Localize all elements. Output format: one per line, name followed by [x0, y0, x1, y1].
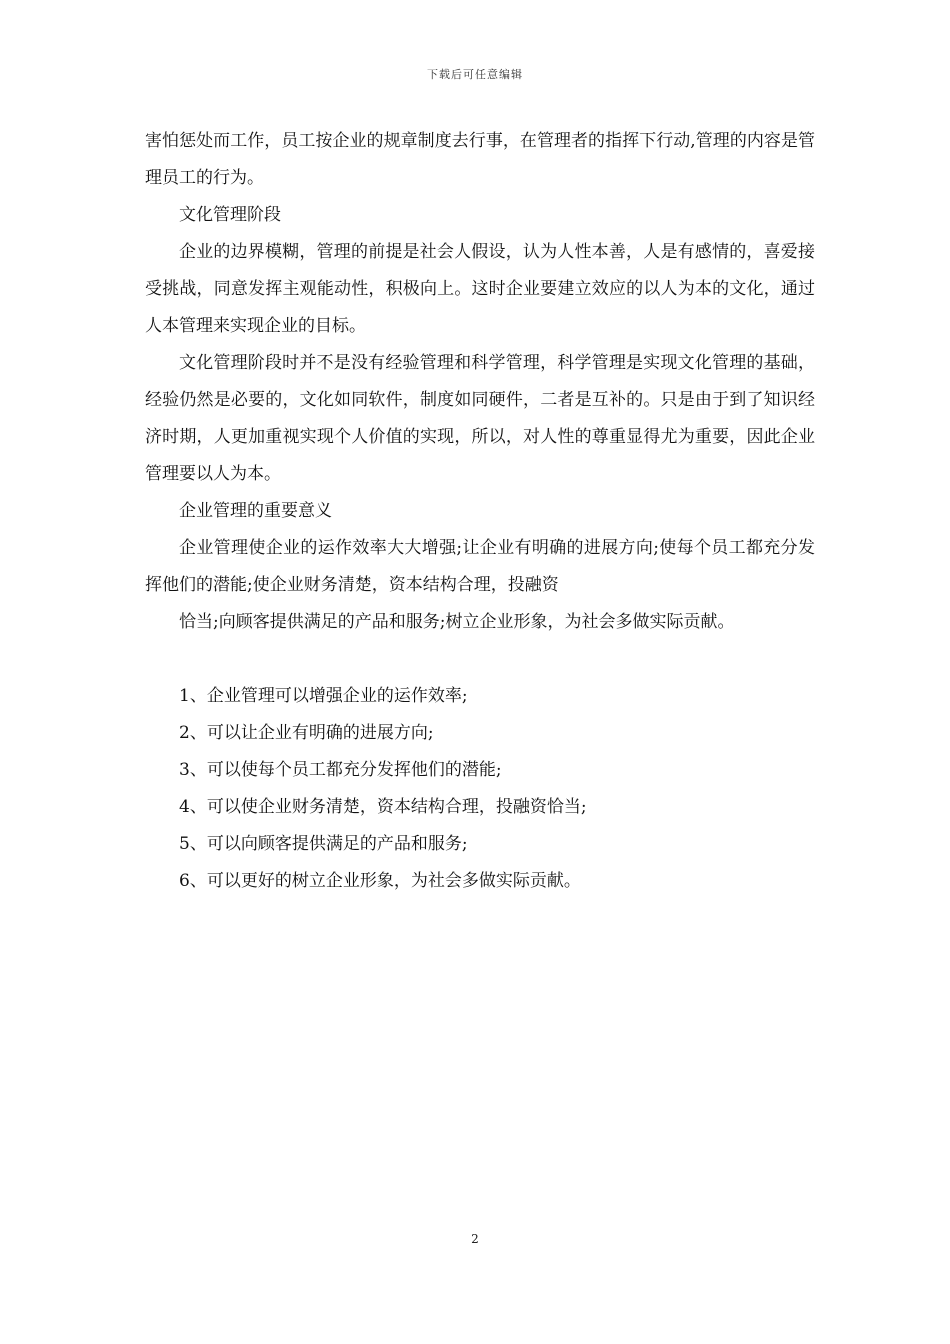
paragraph-5: 恰当;向顾客提供满足的产品和服务;树立企业形象，为社会多做实际贡献。 [179, 612, 735, 632]
page-number: 2 [471, 1232, 479, 1246]
paragraph-2: 企业的边界模糊，管理的前提是社会人假设，认为人性本善，人是有感情的，喜爱接受挑战，同意发挥主观能动性，积极向上。这时企业要建立效应的以人为本的文化，通过人本管理来实现企业的目标。 [145, 242, 815, 336]
list-item: 6、可以更好的树立企业形象，为社会多做实际贡献。 [179, 871, 581, 891]
section-heading-culture-management: 文化管理阶段 [179, 205, 281, 225]
list-item: 3、可以使每个员工都充分发挥他们的潜能; [179, 760, 502, 780]
paragraph-3: 文化管理阶段时并不是没有经验管理和科学管理，科学管理是实现文化管理的基础，经验仍然是必要的，文化如同软件，制度如同硬件，二者是互补的。只是由于到了知识经济时期，人更加重视实现个人价值的实现，所以，对人性的尊重显得尤为重要，因此企业管理要以人为本。 [145, 353, 815, 484]
blank-line [145, 641, 815, 678]
document-body [145, 123, 815, 900]
paragraph-4: 企业管理使企业的运作效率大大增强;让企业有明确的进展方向;使每个员工都充分发挥他们的潜能;使企业财务清楚，资本结构合理，投融资 [145, 538, 815, 595]
page-header: 下载后可任意编辑 [427, 68, 523, 81]
importance-list [145, 678, 815, 900]
list-item: 5、可以向顾客提供满足的产品和服务; [179, 834, 468, 854]
list-item: 1、企业管理可以增强企业的运作效率; [179, 686, 468, 706]
section-heading-importance: 企业管理的重要意义 [179, 501, 332, 521]
paragraph-1: 害怕惩处而工作，员工按企业的规章制度去行事，在管理者的指挥下行动,管理的内容是管理员工的行为。 [145, 131, 815, 188]
list-item: 2、可以让企业有明确的进展方向; [179, 723, 434, 743]
list-item: 4、可以使企业财务清楚，资本结构合理，投融资恰当; [179, 797, 587, 817]
